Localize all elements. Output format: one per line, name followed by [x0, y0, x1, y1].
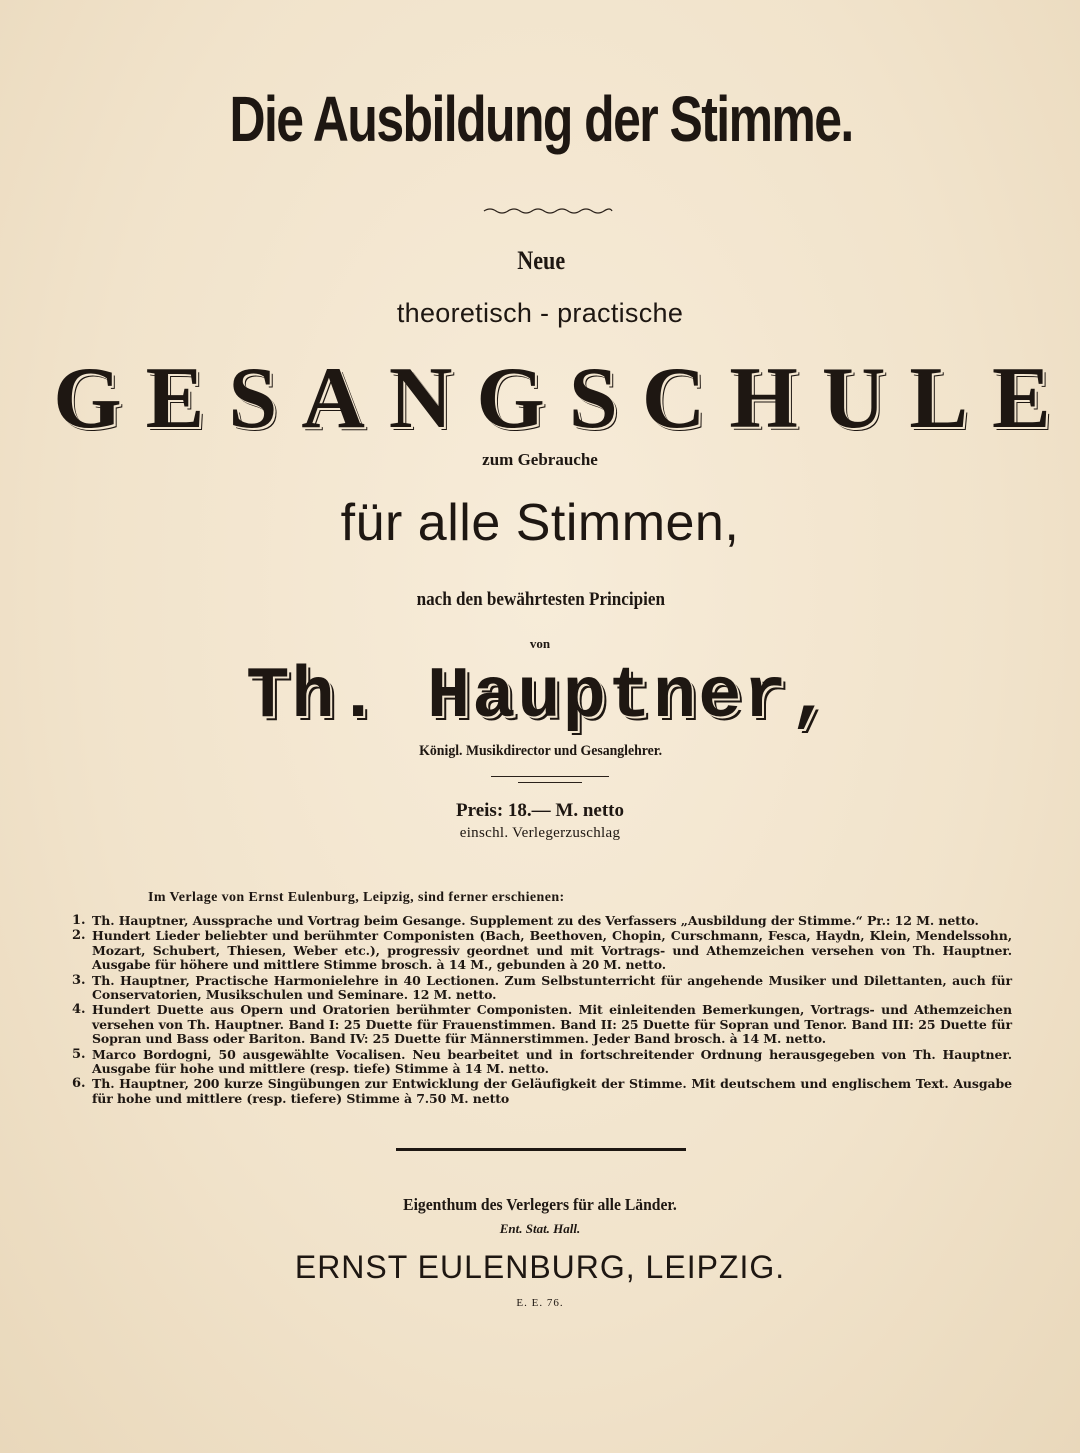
list-item — [72, 914, 1012, 928]
main-heading: GESANGSCHULE — [53, 350, 1075, 447]
list-item — [72, 1077, 1012, 1106]
voices-line: für alle Stimmen, — [340, 494, 740, 552]
usage-line: zum Gebrauche — [482, 450, 598, 469]
list-item-text: Marco Bordogni, 50 ausgewählte Vocalisen. Neu bearbeitet und in fortschreitender Ordnung herausgegeben von Th. Hauptner. Ausgabe für hohe und mittlere (resp. tiefe) Stimme à 14 M. netto. — [92, 1046, 1012, 1077]
list-item-text: Th. Hauptner, Aussprache und Vortrag beim Gesange. Supplement zu des Verfassers „Ausbildung der Stimme.“ Pr.: 12 M. netto. — [92, 913, 979, 928]
list-item — [72, 1003, 1012, 1046]
list-item-text: Hundert Duette aus Opern und Oratorien berühmter Componisten. Mit einleitenden Bemerkungen, Vortrags- und Athemzeichen versehen von Th. Hauptner. Band I: 25 Duette für Frauenstimmen. Band II: 25 Duette für Sopran und Tenor. Band III: 25 Duette für Sopran und Bass oder Bariton. Band IV: 25 Duette für Männerstimmen. Jeder Band brosch. à 14 M. netto. — [92, 1002, 1012, 1047]
main-title: Die Ausbildung der Stimme. — [229, 83, 853, 155]
list-item-number: 4. — [72, 1002, 86, 1018]
intro-word: Neue — [517, 246, 566, 275]
publisher-name: ERNST EULENBURG, LEIPZIG. — [294, 1249, 786, 1285]
author-role: Königl. Musikdirector und Gesanglehrer. — [419, 743, 663, 759]
list-item-number: 6. — [72, 1076, 86, 1092]
list-item-text: Hundert Lieder beliebter und berühmter Componisten (Bach, Beethoven, Chopin, Curschmann, Fesca, Haydn, Klein, Mendelssohn, Mozart, Schubert, Thiesen, Weber etc.), progressiv geordnet und mit Vortrags- und Athemzeichen versehen von Th. Hauptner. Ausgabe für höhere und mittlere Stimme brosch. à 14 M., gebunden à 20 M. netto. — [92, 928, 1012, 973]
list-item — [72, 929, 1012, 972]
list-item — [72, 1048, 1012, 1077]
divider-rule-long — [396, 1148, 686, 1151]
plate-number: E. E. 76. — [516, 1297, 564, 1309]
stationers-hall-note: Ent. Stat. Hall. — [499, 1221, 581, 1236]
author-name: Th. Hauptner, — [246, 656, 834, 738]
ownership-note: Eigenthum des Verlegers für alle Länder. — [403, 1195, 677, 1214]
subtitle: theoretisch - practische — [396, 298, 684, 328]
price-note: einschl. Verlegerzuschlag — [459, 825, 621, 841]
publications-list — [72, 914, 1012, 1107]
list-item-number: 2. — [72, 928, 86, 944]
divider-rule-short — [518, 782, 582, 783]
list-item-text: Th. Hauptner, Practische Harmonielehre in 40 Lectionen. Zum Selbstunterricht für angehende Musiker und Dilettanten, auch für Conservatorien, Musikschulen und Seminare. 12 M. netto. — [92, 972, 1012, 1003]
list-item-number: 1. — [72, 913, 86, 928]
list-item-number: 3. — [72, 972, 86, 988]
price: Preis: 18.— M. netto — [456, 800, 624, 821]
divider-rule — [491, 776, 609, 777]
decorative-flourish — [482, 206, 614, 216]
principles-line: nach den bewährtesten Principien — [416, 589, 666, 610]
list-item-number: 5. — [72, 1046, 86, 1062]
list-item — [72, 974, 1012, 1003]
publications-intro: Im Verlage von Ernst Eulenburg, Leipzig, sind ferner erschienen: — [148, 890, 565, 905]
by-line: von — [529, 636, 551, 651]
list-item-text: Th. Hauptner, 200 kurze Singübungen zur Entwicklung der Geläufigkeit der Stimme. Mit deutschem und englischem Text. Ausgabe für hohe und mittlere (resp. tiefere) Stimme à 7.50 M. netto — [92, 1076, 1012, 1106]
